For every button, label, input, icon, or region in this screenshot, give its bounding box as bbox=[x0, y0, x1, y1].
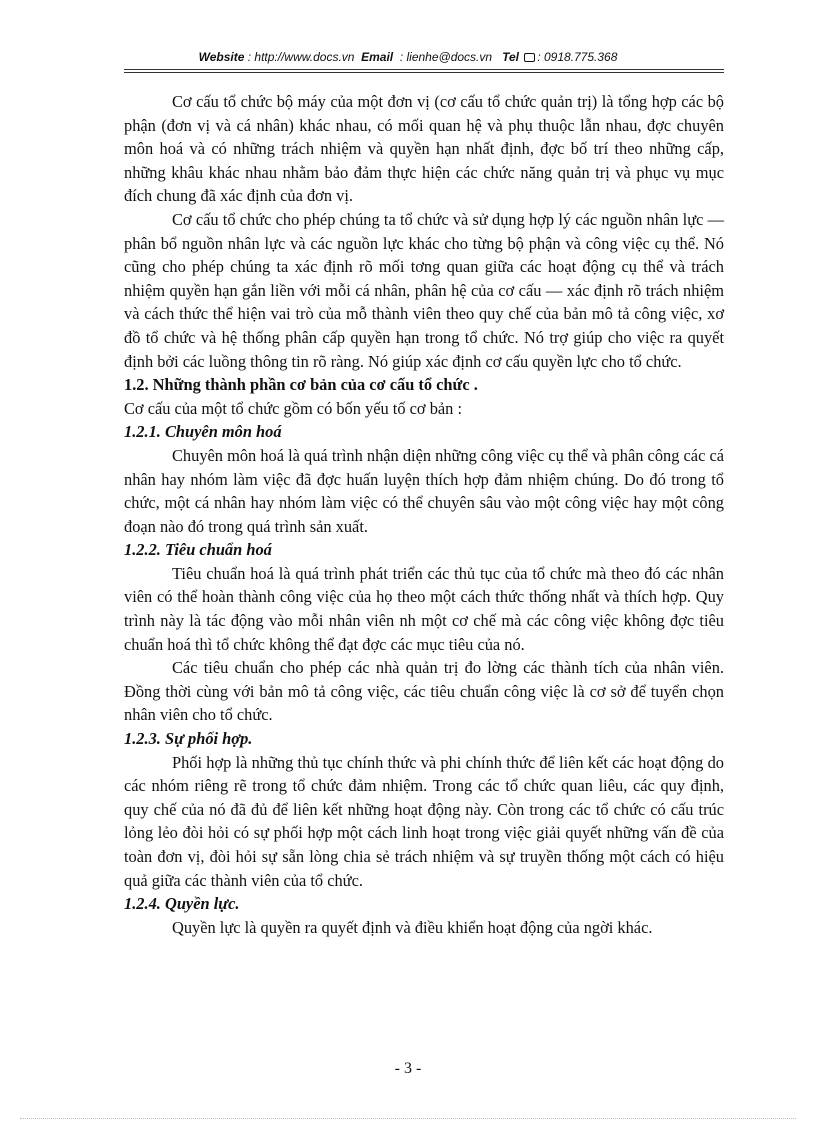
subsection-heading-1-2-4: 1.2.4. Quyền lực. bbox=[124, 894, 240, 914]
subsection-heading-1-2-2: 1.2.2. Tiêu chuẩn hoá bbox=[124, 540, 272, 560]
paragraph-authority: Quyền lực là quyền ra quyết định và điều khiển hoạt động của ngời khác. bbox=[172, 917, 653, 937]
telephone-icon bbox=[524, 53, 535, 62]
email-label: Email bbox=[361, 50, 394, 64]
paragraph-specialization: Chuyên môn hoá là quá trình nhận diện những công việc cụ thể và phân công các cá nhân hay nhóm làm việc đã đợc huấn luyện thích hợp đảm nhiệm chúng. Do đó trong tổ chức, một cá nhân hay nhóm làm việc có thể chuyên sâu vào một công việc hay một công đoạn nào đó trong quá trình sản xuất. bbox=[124, 445, 724, 536]
website-label: Website bbox=[198, 50, 245, 64]
header-divider bbox=[124, 69, 724, 73]
paragraph-org-structure-purpose: Cơ cấu tổ chức cho phép chúng ta tổ chức và sử dụng hợp lý các nguồn nhân lực — phân bổ nguồn nhân lực và các nguồn lực khác cho từng bộ phận và công việc cụ thể. Nó cũng cho phép chúng ta xác định rõ mối tơng quan giữa các hoạt động cụ thể và trách nhiệm quyền hạn gắn liền với mỗi cá nhân, phân hệ của cơ cấu — xác định rõ trách nhiệm và cách thức thể hiện vai trò của mỗ thành viên theo quy chế của bản mô tả công việc, xơ đồ tổ chức và hệ thống phân cấp quyền hạn trong tổ chức. Nó trợ giúp cho việc ra quyết định bởi các luồng thông tin rõ ràng. Nó giúp xác định cơ cấu quyền lực cho tổ chức. bbox=[124, 209, 724, 371]
tel-value: : 0918.775.368 bbox=[537, 50, 618, 64]
paragraph-four-elements: Cơ cấu của một tổ chức gồm có bốn yếu tố cơ bản : bbox=[124, 398, 463, 418]
paragraph-standardization: Tiêu chuẩn hoá là quá trình phát triển các thủ tục của tổ chức mà theo đó các nhân viên có thể hoàn thành công việc của họ theo một cách thức thống nhất và thích hợp. Quy trình này là tác động vào mỗi nhân viên nh một cơ chế mà các công việc không đợc tiêu chuẩn hoá thì tổ chức không thể đạt đợc các mục tiêu của nó. bbox=[124, 563, 724, 654]
tel-label: Tel bbox=[502, 50, 519, 64]
section-heading-1-2: 1.2. Những thành phần cơ bản của cơ cấu tổ chức . bbox=[124, 375, 478, 395]
page-number: - 3 - bbox=[394, 1060, 422, 1077]
paragraph-standards-use: Các tiêu chuẩn cho phép các nhà quản trị đo lờng các thành tích của nhân viên. Đồng thời cùng với bản mô tả công việc, các tiêu chuẩn công việc là cơ sở để tuyển chọn nhân viên cho tổ chức. bbox=[124, 658, 724, 725]
page-bottom-divider bbox=[20, 1118, 796, 1119]
subsection-heading-1-2-3: 1.2.3. Sự phối hợp. bbox=[124, 729, 253, 749]
email-value[interactable]: : lienhe@docs.vn bbox=[399, 50, 493, 64]
paragraph-org-structure-definition: Cơ cấu tổ chức bộ máy của một đơn vị (cơ cấu tổ chức quản trị) là tổng hợp các bộ phận (đơn vị và cá nhân) khác nhau, có mối quan hệ và phụ thuộc lẫn nhau, đợc chuyên môn hoá và có những trách nhiệm và quyền hạn nhất định, đợc bố trí theo những cấp, những khâu khác nhau nhằm bảo đảm thực hiện các chức năng quản trị và phục vụ mục đích chung đã xác định của đơn vị. bbox=[124, 92, 724, 206]
page-header bbox=[0, 50, 816, 64]
paragraph-coordination: Phối hợp là những thủ tục chính thức và phi chính thức để liên kết các hoạt động do các nhóm riêng rẽ trong tổ chức đảm nhiệm. Trong các tổ chức quan liêu, các quy định, quy chế của nó đã đủ để liên kết những hoạt động này. Còn trong các tổ chức có cấu trúc lỏng lẻo đòi hỏi có sự phối hợp một cách linh hoạt trong việc giải quyết những vấn đề của toàn đơn vị, đòi hỏi sự sẵn lòng chia sẻ trách nhiệm và sự truyền thống một cách có hiệu quả giữa các thành viên của tổ chức. bbox=[124, 752, 724, 890]
document-body bbox=[124, 90, 724, 939]
website-value[interactable]: : http://www.docs.vn bbox=[247, 50, 355, 64]
subsection-heading-1-2-1: 1.2.1. Chuyên môn hoá bbox=[124, 422, 282, 442]
